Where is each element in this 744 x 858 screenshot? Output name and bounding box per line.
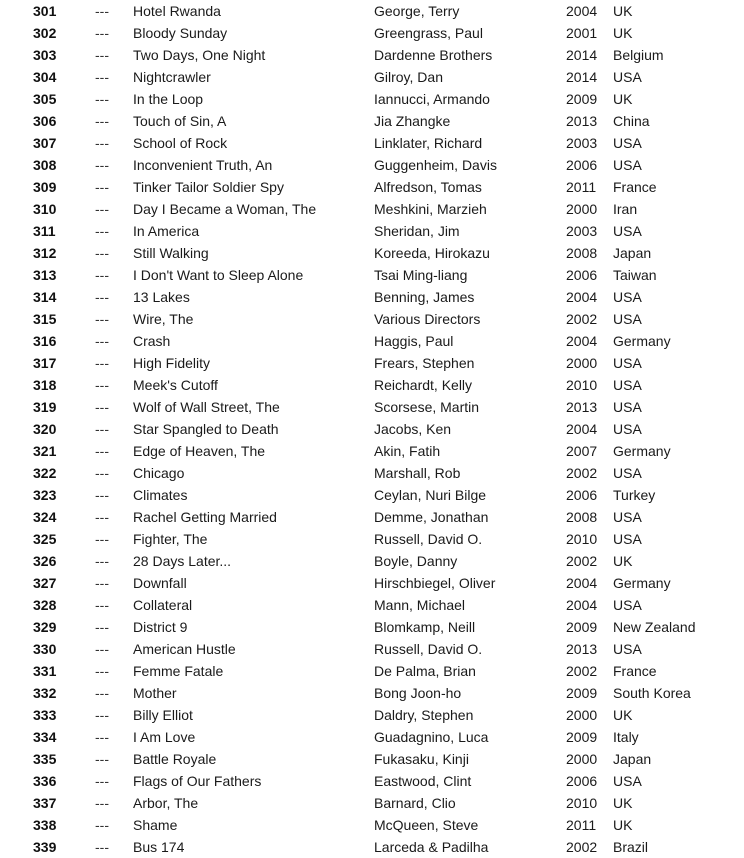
film-director: Scorsese, Martin: [374, 399, 480, 415]
list-item: [0, 792, 744, 814]
film-country: Japan: [613, 751, 652, 767]
list-item: [0, 682, 744, 704]
film-title: Femme Fatale: [133, 663, 224, 679]
film-country: UK: [613, 91, 633, 107]
film-title: Climates: [133, 487, 188, 503]
rank-number: 318: [33, 377, 57, 393]
film-country: USA: [613, 157, 642, 173]
film-director: George, Terry: [374, 3, 460, 19]
previous-rank: ---: [95, 223, 109, 239]
previous-rank: ---: [95, 619, 109, 635]
film-year: 2004: [566, 597, 598, 613]
film-director: Benning, James: [374, 289, 475, 305]
list-item: [0, 594, 744, 616]
previous-rank: ---: [95, 289, 109, 305]
film-title: Bus 174: [133, 839, 185, 855]
rank-number: 330: [33, 641, 57, 657]
film-director: Gilroy, Dan: [374, 69, 443, 85]
film-year: 2003: [566, 223, 598, 239]
film-title: Downfall: [133, 575, 187, 591]
film-country: USA: [613, 531, 642, 547]
film-year: 2004: [566, 333, 598, 349]
rank-number: 305: [33, 91, 57, 107]
film-title: Mother: [133, 685, 177, 701]
previous-rank: ---: [95, 69, 109, 85]
film-title: Chicago: [133, 465, 185, 481]
film-director: Larceda & Padilha: [374, 839, 489, 855]
film-country: France: [613, 663, 657, 679]
rank-number: 331: [33, 663, 57, 679]
film-year: 2000: [566, 751, 598, 767]
list-item: [0, 836, 744, 858]
previous-rank: ---: [95, 377, 109, 393]
rank-number: 306: [33, 113, 57, 129]
film-title: School of Rock: [133, 135, 228, 151]
film-country: Turkey: [613, 487, 656, 503]
film-title: Collateral: [133, 597, 193, 613]
rank-number: 338: [33, 817, 57, 833]
rank-number: 335: [33, 751, 57, 767]
rank-number: 334: [33, 729, 57, 745]
film-country: UK: [613, 795, 633, 811]
film-director: Jia Zhangke: [374, 113, 451, 129]
rank-number: 339: [33, 839, 57, 855]
previous-rank: ---: [95, 817, 109, 833]
film-director: Haggis, Paul: [374, 333, 454, 349]
list-item: [0, 660, 744, 682]
rank-number: 320: [33, 421, 57, 437]
film-title: Hotel Rwanda: [133, 3, 221, 19]
film-year: 2010: [566, 377, 598, 393]
list-item: [0, 44, 744, 66]
film-year: 2011: [566, 817, 597, 833]
rank-number: 324: [33, 509, 57, 525]
film-country: USA: [613, 69, 642, 85]
rank-number: 313: [33, 267, 57, 283]
film-country: Germany: [613, 333, 671, 349]
film-country: Italy: [613, 729, 639, 745]
film-director: Barnard, Clio: [374, 795, 456, 811]
film-country: USA: [613, 289, 642, 305]
film-director: De Palma, Brian: [374, 663, 476, 679]
previous-rank: ---: [95, 91, 109, 107]
previous-rank: ---: [95, 399, 109, 415]
previous-rank: ---: [95, 245, 109, 261]
film-title: Fighter, The: [133, 531, 208, 547]
film-director: Iannucci, Armando: [374, 91, 490, 107]
film-title: 28 Days Later...: [133, 553, 232, 569]
list-item: [0, 176, 744, 198]
list-item: [0, 572, 744, 594]
film-country: Taiwan: [613, 267, 657, 283]
previous-rank: ---: [95, 839, 109, 855]
film-title: Wolf of Wall Street, The: [133, 399, 280, 415]
film-country: New Zealand: [613, 619, 696, 635]
previous-rank: ---: [95, 465, 109, 481]
film-year: 2008: [566, 509, 598, 525]
film-title: Inconvenient Truth, An: [133, 157, 273, 173]
film-director: Marshall, Rob: [374, 465, 461, 481]
film-country: UK: [613, 817, 633, 833]
rank-number: 302: [33, 25, 57, 41]
film-country: USA: [613, 399, 642, 415]
film-title: Touch of Sin, A: [133, 113, 227, 129]
film-title: Crash: [133, 333, 171, 349]
film-title: Two Days, One Night: [133, 47, 266, 63]
film-year: 2010: [566, 795, 598, 811]
previous-rank: ---: [95, 531, 109, 547]
list-item: [0, 22, 744, 44]
film-director: Bong Joon-ho: [374, 685, 462, 701]
film-year: 2003: [566, 135, 598, 151]
previous-rank: ---: [95, 641, 109, 657]
film-director: Eastwood, Clint: [374, 773, 472, 789]
rank-number: 337: [33, 795, 57, 811]
rank-number: 309: [33, 179, 57, 195]
film-year: 2007: [566, 443, 598, 459]
film-title: I Am Love: [133, 729, 196, 745]
film-director: Guggenheim, Davis: [374, 157, 497, 173]
film-director: Hirschbiegel, Oliver: [374, 575, 496, 591]
list-item: [0, 132, 744, 154]
film-country: France: [613, 179, 657, 195]
rank-number: 319: [33, 399, 57, 415]
film-year: 2004: [566, 575, 598, 591]
film-title: Shame: [133, 817, 178, 833]
film-director: Russell, David O.: [374, 531, 483, 547]
film-year: 2014: [566, 69, 598, 85]
film-year: 2013: [566, 641, 598, 657]
film-year: 2011: [566, 179, 597, 195]
list-item: [0, 462, 744, 484]
film-title: In America: [133, 223, 200, 239]
film-title: Still Walking: [133, 245, 209, 261]
previous-rank: ---: [95, 597, 109, 613]
list-item: [0, 66, 744, 88]
film-title: Star Spangled to Death: [133, 421, 279, 437]
previous-rank: ---: [95, 135, 109, 151]
rank-number: 311: [33, 223, 56, 239]
list-item: [0, 704, 744, 726]
film-year: 2004: [566, 3, 598, 19]
list-item: [0, 242, 744, 264]
list-item: [0, 198, 744, 220]
film-year: 2002: [566, 311, 598, 327]
film-director: Sheridan, Jim: [374, 223, 460, 239]
previous-rank: ---: [95, 179, 109, 195]
previous-rank: ---: [95, 509, 109, 525]
list-item: [0, 506, 744, 528]
list-item: [0, 0, 744, 22]
film-year: 2000: [566, 707, 598, 723]
film-director: Demme, Jonathan: [374, 509, 489, 525]
rank-number: 321: [33, 443, 57, 459]
film-year: 2002: [566, 553, 598, 569]
film-director: Mann, Michael: [374, 597, 466, 613]
list-item: [0, 308, 744, 330]
list-item: [0, 396, 744, 418]
previous-rank: ---: [95, 201, 109, 217]
film-director: Alfredson, Tomas: [374, 179, 482, 195]
film-year: 2006: [566, 157, 598, 173]
list-item: [0, 748, 744, 770]
film-year: 2014: [566, 47, 598, 63]
film-director: Meshkini, Marzieh: [374, 201, 487, 217]
film-title: Edge of Heaven, The: [133, 443, 266, 459]
film-title: Nightcrawler: [133, 69, 211, 85]
film-country: USA: [613, 773, 642, 789]
film-title: American Hustle: [133, 641, 236, 657]
film-country: UK: [613, 553, 633, 569]
previous-rank: ---: [95, 575, 109, 591]
film-title: Rachel Getting Married: [133, 509, 277, 525]
rank-number: 323: [33, 487, 57, 503]
film-country: UK: [613, 3, 633, 19]
previous-rank: ---: [95, 773, 109, 789]
film-director: Jacobs, Ken: [374, 421, 452, 437]
film-country: Belgium: [613, 47, 664, 63]
film-title: Day I Became a Woman, The: [133, 201, 317, 217]
rank-number: 312: [33, 245, 57, 261]
film-director: Boyle, Danny: [374, 553, 458, 569]
film-year: 2009: [566, 91, 598, 107]
film-country: Iran: [613, 201, 638, 217]
rank-number: 329: [33, 619, 57, 635]
film-director: Frears, Stephen: [374, 355, 475, 371]
film-title: Arbor, The: [133, 795, 199, 811]
film-year: 2009: [566, 619, 598, 635]
film-country: UK: [613, 707, 633, 723]
film-director: Akin, Fatih: [374, 443, 441, 459]
film-country: South Korea: [613, 685, 691, 701]
film-director: Koreeda, Hirokazu: [374, 245, 490, 261]
film-title: District 9: [133, 619, 188, 635]
film-title: Bloody Sunday: [133, 25, 228, 41]
film-title: Battle Royale: [133, 751, 217, 767]
film-director: Blomkamp, Neill: [374, 619, 476, 635]
list-item: [0, 814, 744, 836]
rank-number: 325: [33, 531, 57, 547]
film-director: Ceylan, Nuri Bilge: [374, 487, 487, 503]
previous-rank: ---: [95, 267, 109, 283]
previous-rank: ---: [95, 3, 109, 19]
rank-number: 316: [33, 333, 57, 349]
list-item: [0, 374, 744, 396]
previous-rank: ---: [95, 663, 109, 679]
film-year: 2001: [566, 25, 598, 41]
list-item: [0, 286, 744, 308]
previous-rank: ---: [95, 487, 109, 503]
film-title: Tinker Tailor Soldier Spy: [133, 179, 284, 195]
film-country: USA: [613, 311, 642, 327]
rank-number: 317: [33, 355, 57, 371]
list-item: [0, 264, 744, 286]
list-item: [0, 88, 744, 110]
film-year: 2006: [566, 267, 598, 283]
previous-rank: ---: [95, 47, 109, 63]
list-item: [0, 528, 744, 550]
previous-rank: ---: [95, 795, 109, 811]
film-year: 2000: [566, 201, 598, 217]
list-item: [0, 220, 744, 242]
film-country: China: [613, 113, 650, 129]
film-year: 2000: [566, 355, 598, 371]
list-item: [0, 330, 744, 352]
film-country: USA: [613, 421, 642, 437]
list-item: [0, 770, 744, 792]
rank-number: 310: [33, 201, 57, 217]
film-director: Daldry, Stephen: [374, 707, 474, 723]
list-item: [0, 484, 744, 506]
film-country: USA: [613, 377, 642, 393]
previous-rank: ---: [95, 333, 109, 349]
film-country: UK: [613, 25, 633, 41]
film-director: Linklater, Richard: [374, 135, 483, 151]
film-director: Russell, David O.: [374, 641, 483, 657]
film-director: Reichardt, Kelly: [374, 377, 473, 393]
film-director: Various Directors: [374, 311, 481, 327]
rank-number: 322: [33, 465, 57, 481]
previous-rank: ---: [95, 421, 109, 437]
rank-number: 307: [33, 135, 57, 151]
film-director: Dardenne Brothers: [374, 47, 493, 63]
previous-rank: ---: [95, 311, 109, 327]
film-country: USA: [613, 223, 642, 239]
film-title: High Fidelity: [133, 355, 211, 371]
rank-number: 328: [33, 597, 57, 613]
film-director: Tsai Ming-liang: [374, 267, 468, 283]
previous-rank: ---: [95, 685, 109, 701]
previous-rank: ---: [95, 707, 109, 723]
film-country: USA: [613, 465, 642, 481]
rank-number: 303: [33, 47, 57, 63]
previous-rank: ---: [95, 751, 109, 767]
rank-number: 314: [33, 289, 57, 305]
film-director: Fukasaku, Kinji: [374, 751, 469, 767]
list-item: [0, 638, 744, 660]
film-title: Flags of Our Fathers: [133, 773, 262, 789]
film-year: 2002: [566, 663, 598, 679]
film-country: Germany: [613, 575, 671, 591]
list-item: [0, 110, 744, 132]
film-director: McQueen, Steve: [374, 817, 479, 833]
film-year: 2006: [566, 773, 598, 789]
rank-number: 327: [33, 575, 57, 591]
film-director: Guadagnino, Luca: [374, 729, 489, 745]
list-item: [0, 418, 744, 440]
previous-rank: ---: [95, 25, 109, 41]
film-year: 2009: [566, 729, 598, 745]
film-title: I Don't Want to Sleep Alone: [133, 267, 304, 283]
film-year: 2013: [566, 399, 598, 415]
film-title: In the Loop: [133, 91, 204, 107]
previous-rank: ---: [95, 443, 109, 459]
film-year: 2004: [566, 421, 598, 437]
previous-rank: ---: [95, 729, 109, 745]
film-title: 13 Lakes: [133, 289, 190, 305]
previous-rank: ---: [95, 157, 109, 173]
film-year: 2002: [566, 465, 598, 481]
list-item: [0, 726, 744, 748]
film-country: USA: [613, 355, 642, 371]
previous-rank: ---: [95, 553, 109, 569]
list-item: [0, 440, 744, 462]
film-year: 2006: [566, 487, 598, 503]
rank-number: 333: [33, 707, 57, 723]
film-year: 2002: [566, 839, 598, 855]
film-year: 2009: [566, 685, 598, 701]
film-country: Germany: [613, 443, 671, 459]
film-year: 2013: [566, 113, 598, 129]
rank-number: 332: [33, 685, 57, 701]
film-director: Greengrass, Paul: [374, 25, 483, 41]
film-title: Wire, The: [133, 311, 194, 327]
rank-number: 304: [33, 69, 57, 85]
previous-rank: ---: [95, 355, 109, 371]
rank-number: 315: [33, 311, 57, 327]
list-item: [0, 154, 744, 176]
film-country: USA: [613, 135, 642, 151]
film-title: Billy Elliot: [133, 707, 193, 723]
film-year: 2004: [566, 289, 598, 305]
film-country: USA: [613, 597, 642, 613]
list-item: [0, 550, 744, 572]
list-item: [0, 352, 744, 374]
rank-number: 308: [33, 157, 57, 173]
list-item: [0, 616, 744, 638]
film-title: Meek's Cutoff: [133, 377, 218, 393]
film-year: 2010: [566, 531, 598, 547]
film-year: 2008: [566, 245, 598, 261]
rank-number: 326: [33, 553, 57, 569]
film-country: USA: [613, 641, 642, 657]
rank-number: 301: [33, 3, 57, 19]
film-country: Brazil: [613, 839, 649, 855]
rank-number: 336: [33, 773, 57, 789]
film-country: USA: [613, 509, 642, 525]
film-country: Japan: [613, 245, 652, 261]
previous-rank: ---: [95, 113, 109, 129]
